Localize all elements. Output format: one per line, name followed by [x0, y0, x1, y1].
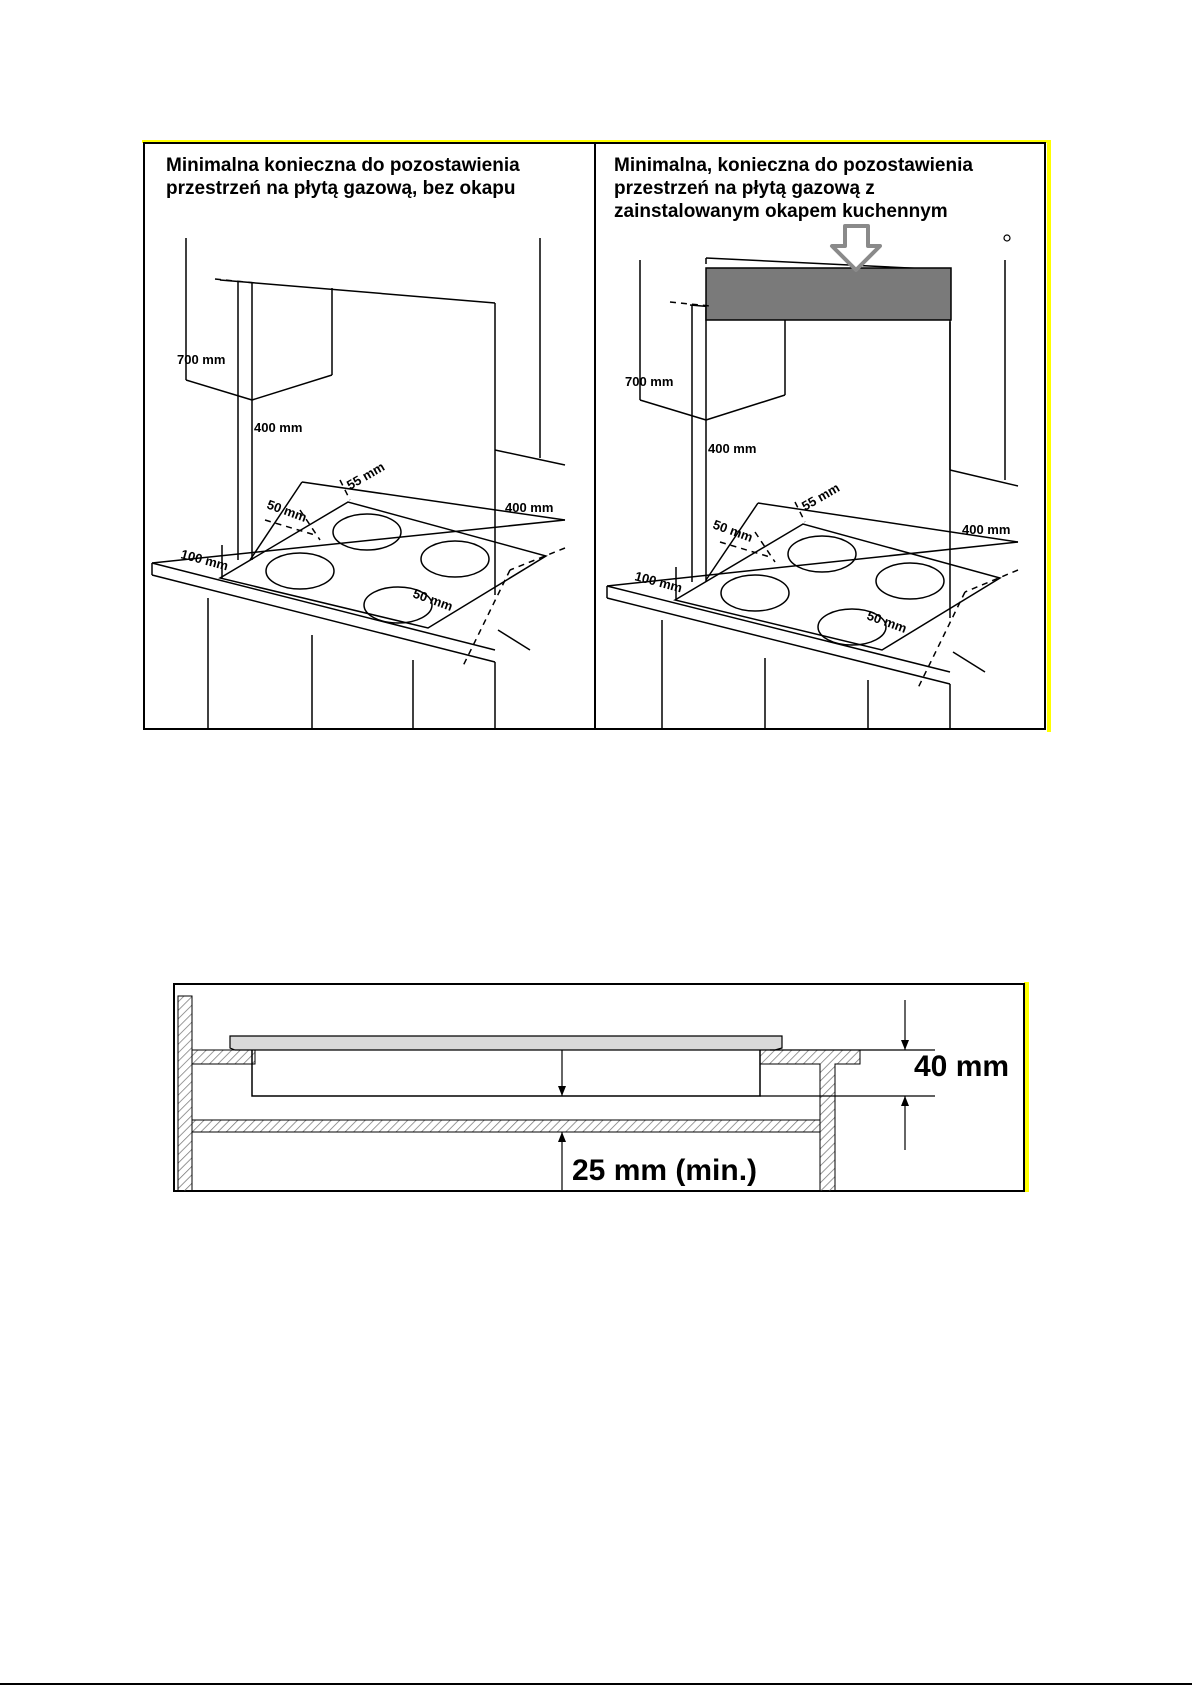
left-wall — [178, 996, 192, 1191]
left-dim-50-side: 50 mm — [264, 496, 309, 525]
right-dim-400-cabinet: 400 mm — [708, 441, 757, 456]
clearance-diagram — [0, 0, 1192, 760]
left-dim-400-wall: 400 mm — [505, 500, 554, 515]
dim-25mm-min: 25 mm (min.) — [572, 1154, 758, 1187]
right-dim-700: 700 mm — [625, 374, 674, 389]
hob-body — [252, 1050, 760, 1096]
left-panel-dashes — [215, 279, 565, 668]
right-dim-50-side: 50 mm — [710, 516, 755, 545]
cutout-section-diagram — [0, 960, 1192, 1210]
left-dim-100: 100 mm — [179, 546, 230, 574]
shelf — [192, 1120, 820, 1132]
left-panel-title: Minimalna konieczna do pozostawienia przestrzeń na płytą gazową, bez okapu — [166, 155, 520, 199]
right-dim-50-burner: 50 mm — [864, 607, 909, 636]
right-dim-100: 100 mm — [633, 568, 684, 596]
left-dim-50-burner: 50 mm — [410, 585, 455, 614]
down-arrow-icon — [832, 226, 880, 270]
left-pointer — [498, 630, 530, 650]
hook-icon — [1004, 235, 1010, 241]
right-panel-title: Minimalna, konieczna do pozostawienia przestrzeń na płytą gazową z zainstalowanym okapem kuchennym — [614, 155, 973, 222]
dim-40mm: 40 mm — [914, 1050, 1010, 1083]
right-pointer — [953, 652, 985, 672]
right-dim-55: 55 mm — [799, 480, 843, 514]
left-dim-700: 700 mm — [177, 352, 226, 367]
yellow-edge-right — [1047, 140, 1051, 732]
left-dim-400-cabinet: 400 mm — [254, 420, 303, 435]
hob-top — [230, 1036, 782, 1050]
left-dim-55: 55 mm — [344, 459, 388, 493]
left-worktop — [192, 1050, 255, 1064]
range-hood — [706, 268, 951, 320]
right-dim-400-wall: 400 mm — [962, 522, 1011, 537]
